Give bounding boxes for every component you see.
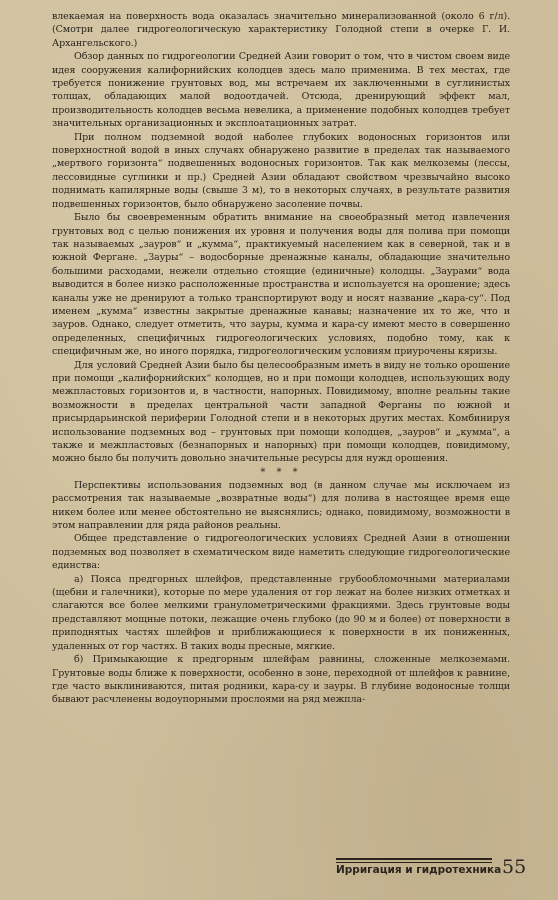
footer-rule-thin: [336, 862, 492, 863]
paragraph: влекаемая на поверхность вода оказалась значительно минерализованной (около 6 г/л). (Смотри далее гидрогеологическую характеристику Голодной степи в очерке Г. И. Архангельского.): [52, 11, 510, 49]
paragraph: Общее представление о гидрогеологических условиях Средней Азии в отношении подземных вод позволяет в схематическом виде наметить следующие гидрогеологические единства:: [52, 533, 510, 572]
paragraph: При полном подземной водой наболее глубоких водоносных горизонтов или поверхностной водой в иных случаях обнаружено развитие в пределах так называемого „мертвого горизонта“ подвешенных водоносных горизонтов. Так как мелкоземы (лессы, лессовидные суглинки и пр.) Средней Азии обладают свойством чрезвычайно высоко поднимать капилярные воды (свыше 3 м), то в некоторых случаях, в результате развития подвешенных горизонтов, было обнаружено засоление почвы.: [52, 131, 510, 210]
footer-rule-thick: [336, 858, 492, 860]
paragraph: а) Пояса предгорных шлейфов, представленные грубообломочными материалами (щебни и галечники), которые по мере удаления от гор лежат на более низких отметках и слагаются все более мелкими гранулометрическими фракциями. Здесь грунтовые воды представляют мощные потоки, лежащие очень глубоко (до 90 м и более) от поверхности в приподнятых частях шлейфов и приближающиеся к поверхности в их пониженных, удаленных от гор частях. В таких воды пресные, мягкие.: [52, 573, 510, 652]
paragraph: Было бы своевременным обратить внимание на своеобразный метод извлечения грунтовых вод с целью понижения их уровня и получения воды для полива при помощи так называемых „зауров“ и „кумма“, практикуемый населением как в северной, так и в южной Фергане. „Зауры“ – водосборные дренажные каналы, обладающие значительно большими расходами, нежели отдельно стоящие (единичные) колодцы. „Заурами“ вода выводится в более низко расположенные пространства и используется на орошение; здесь каналы уже не дренируют а только транспортируют воду и носят название „кара-су“. Под именем „кумма“ известны закрытые дренажные канавы; назначение их то же, что и зауров. Однако, следует отметить, что зауры, кумма и кара-су имеют место в совершенно определенных, специфичных гидрогеологических условиях, подобно тому, как к специфичным же, но иного порядка, гидрогеологическим условиям приурочены кяризы.: [52, 212, 510, 358]
paragraph: б) Примыкающие к предгорным шлейфам равнины, сложенные мелкоземами. Грунтовые воды ближе к поверхности, особенно в зоне, переходной от шлейфов к равнине, где часто выклиниваются, питая родники, кара-су и зауры. В глубине водоносные толщи бывают расчленены водоупорными прослоями на ряд межпла-: [52, 654, 510, 706]
paragraph: Для условий Средней Азии было бы целесообразным иметь в виду не только орошение при помощи „калифорнийских“ колодцев, но и при помощи колодцев, использующих воду межпластовых горизонтов и, в частности, напорных. Повидимому, вполне реальны такие возможности в пределах центральной части западной Ферганы по южной и присырдарьинской периферии Голодной степи и в некоторых других местах. Комбинируя использование подземных вод – грунтовых при помощи колодцев, „зауров“ и „кумма“, а также и межпластовых (безнапорных и напорных) при помощи колодцев, повидимому, можно было бы получить довольно значительные ресурсы для нужд орошения.: [52, 359, 510, 465]
page-number: 55: [502, 856, 527, 878]
journal-title: Ирригация и гидротехника: [336, 864, 502, 876]
page-footer: [336, 856, 526, 880]
section-separator: * * *: [260, 466, 302, 478]
paragraph: Перспективы использования подземных вод (в данном случае мы исключаем из рассмотрения так называемые „возвратные воды“) для полива в настоящее время еще никем более или менее обстоятельно не выяснялись; однако, повидимому, возможности в этом направлении для ряда районов реальны.: [52, 479, 510, 532]
paragraph: Обзор данных по гидрогеологии Средней Азии говорит о том, что в чистом своем виде идея сооружения калифорнийских колодцев здесь мало применима. В тех местах, где требуется понижение грунтовых вод, мы встречаем их заключенными в суглинистых толщах, обладающих малой водоотдачей. Отсюда, дренирующий эффект мал, производительность колодцев весьма невелика, а применение подобных колодцев требует значительных организационных и эксплоатационных затрат.: [52, 51, 510, 130]
body-text: [52, 10, 510, 707]
